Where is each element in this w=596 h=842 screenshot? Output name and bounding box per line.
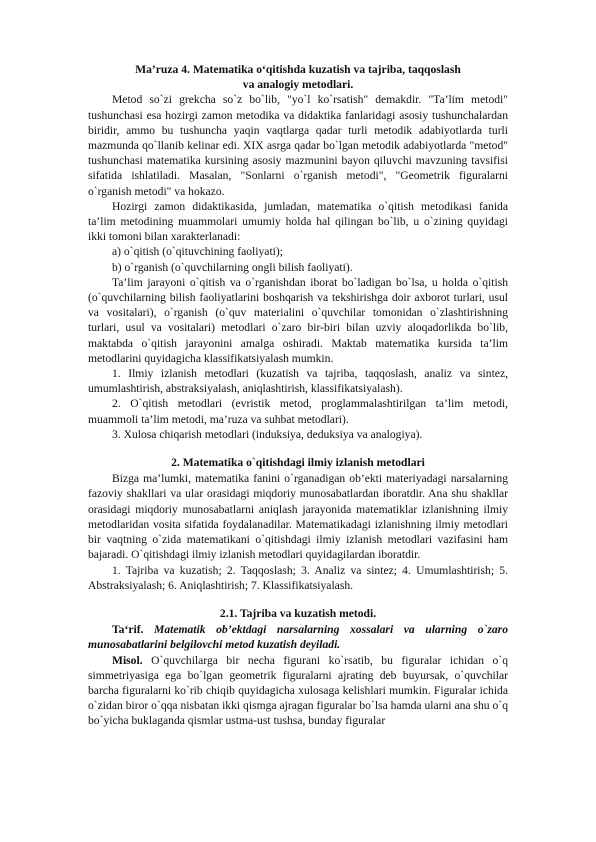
paragraph-teaching-process: Ta’lim jarayoni o`qitish va o`rganishdan iborat bo`ladigan bo`lsa, u holda o`qitish (o`quvchilarning bilish faoliyatlarini boshqarish va tekshirishga doir axborot turlari, usul va vositalari), o`rganish (o`quv materialini o`quvchilar tomonidan o`zlashtirishning turlari, usul va vositalari) metodlari o`zaro bir-biri bilan uzviy aloqadorlikda bo`lib, maktabda o`qitish jarayonini amalga oshiradi. Maktab matematika kursida ta’lim metodlarini quyidagicha klassifikatsiyalash mumkin. [88, 275, 508, 365]
list-item-2: 2. O`qitish metodlari (evristik metod, proglammalashtirilgan ta’lim metodi, muammoli ta’lim metodi, ma’ruza va suhbat metodlari). [88, 397, 508, 426]
example-label: Misol. [112, 653, 143, 667]
title-line-2: va analogiy metodlari. [242, 78, 354, 92]
section-2-title: 2. Matematika o`qitishdagi ilmiy izlanish metodlari [171, 456, 425, 470]
example-text: O`quvchilarga bir necha figurani ko`rsatib, bu figuralar ichidan o`q simmetriyasiga ega bo`lgan geometrik figuralarni ajrating deb buyursak, o`quvchilar barcha figuralarni ko`rib chiqib quyidagicha xulosaga kelishlari mumkin. Figuralar ichida o`zidan biror o`qqa nisbatan ikki qismga ajragan figuralar bo`lsa hamda ularni ana shu o`q bo`yicha buklaganda qismlar ustma-ust tushsa, bunday figuralar [88, 653, 508, 728]
paragraph-definition [88, 622, 508, 652]
paragraph-modern-didactics: Hozirgi zamon didaktikasida, jumladan, matematika o`qitish metodikasi fanida ta’lim metodining muammolari umumiy holda hal qilingan bo`lib, u o`zining quyidagi ikki tomoni bilan xarakterlanadi: [88, 199, 508, 244]
list-item-1: 1. Ilmiy izlanish metodlari (kuzatish va tajriba, taqqoslash, analiz va sintez, umumlashtirish, abstraksiyalash, aniqlashtirish, klassifikatsiyalash). [88, 367, 508, 396]
definition-label: Ta‘rif. [112, 623, 144, 637]
lecture-title [88, 62, 508, 92]
list-item-a: a) o`qitish (o`qituvchining faoliyati); [112, 245, 283, 259]
paragraph-method-definition: Metod so`zi grekcha so`z bo`lib, "yo`l ko`rsatish" demakdir. "Ta’lim metodi" tushunchasi esa hozirgi zamon metodika va didaktika fanlaridagi asosiy tushunchalardan biridir, ammo bu tushuncha yaqin vaqtlarga qadar turli metodik adabiyotlarda turli mazmunda qo`llanib kelinar edi. XIX asrga qadar bo`lgan metodik adabiyotlarda "metod" tushunchasi matematika kursining asosiy mazmunini bayon qiluvchi mavzuning tavsifisi sifatida ishlatiladi. Masalan, "Sonlarni o`rganish metodi", "Geometrik figuralarni o`rganish metodi" va hokazo. [88, 93, 508, 198]
document-page [88, 62, 508, 729]
paragraph-scientific-methods: Bizga ma’lumki, matematika fanini o`rganadigan ob’ekti materiyadagi narsalarning fazoviy shakllari va ular orasidagi miqdoriy munosabatlardan iboratdir. Ana shu shakllar orasidagi miqdoriy munosabatlarni aniqlash jarayonida matematiklar izlanishning ilmiy metodlaridan vosita sifatida foydalanadilar. Matematikadagi izlanishning ilmiy metodlari bir vaqtning o`zida matematikani o`qitishdagi ilmiy izlanish metodlari vazifasini ham bajaradi. O`qitishdagi ilmiy izlanish metodlari quyidagilardan iboratdir. [88, 472, 508, 562]
paragraph-methods-list: 1. Tajriba va kuzatish; 2. Taqqoslash; 3. Analiz va sintez; 4. Umumlashtirish; 5. Abstraksiyalash; 6. Aniqlashtirish; 7. Klassifikatsiyalash. [88, 563, 508, 592]
list-item-b: b) o`rganish (o`quvchilarning ongli bilish faoliyati). [112, 260, 353, 274]
definition-text: Matematik ob’ektdagi narsalarning xossalari va ularning o`zaro munosabatlarini belgilovchi metod kuzatish deyiladi. [88, 623, 508, 652]
title-line-1: Ma’ruza 4. Matematika o‘qitishda kuzatish va tajriba, taqqoslash [135, 63, 461, 76]
list-item-3: 3. Xulosa chiqarish metodlari (induksiya, deduksiya va analogiya). [112, 427, 423, 441]
paragraph-example [88, 653, 508, 729]
section-2-1-title: 2.1. Tajriba va kuzatish metodi. [219, 606, 377, 620]
